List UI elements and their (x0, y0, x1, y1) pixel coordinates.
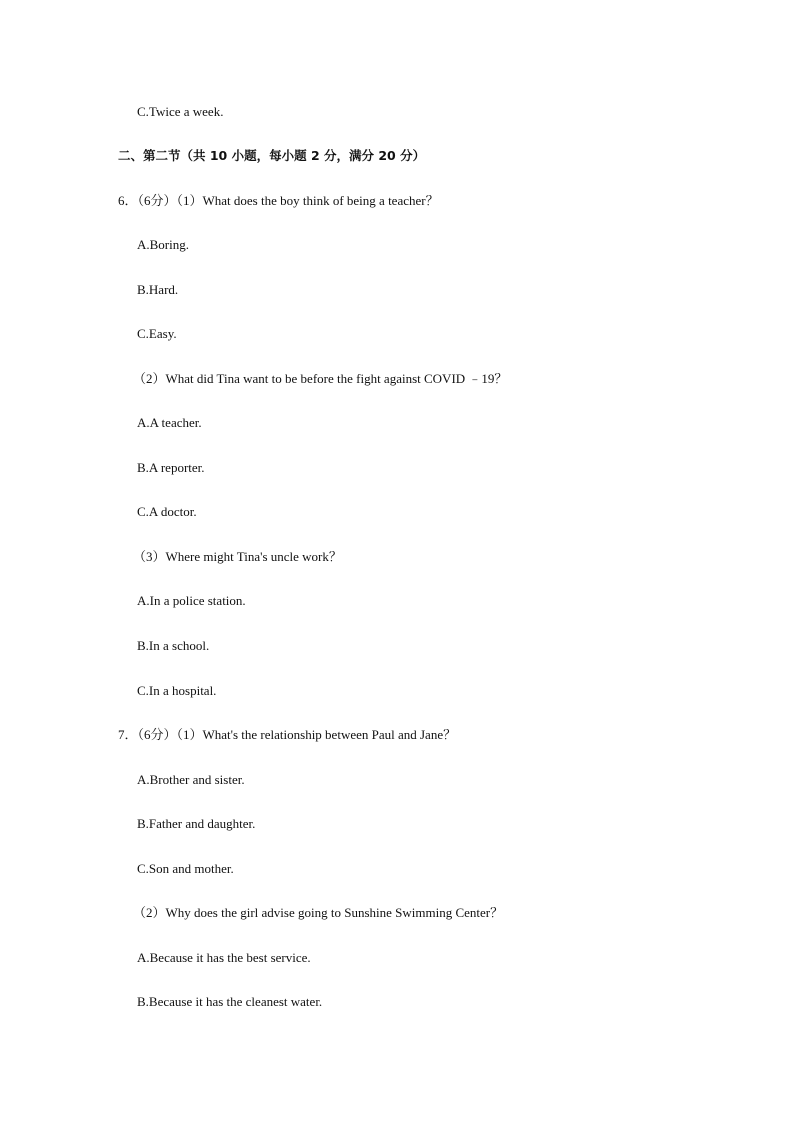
option-c: C.Son and mother. (137, 861, 234, 876)
option-c: C.Easy. (137, 326, 177, 341)
option-c: C.A doctor. (137, 504, 197, 519)
question-6-2: （2）What did Tina want to be before the fight against COVID ﹣19？ (133, 371, 508, 386)
option-c: C.Twice a week. (137, 104, 224, 119)
option-a: A.Boring. (137, 237, 189, 252)
option-a: A.Brother and sister. (137, 772, 245, 787)
option-a: A.Because it has the best service. (137, 950, 311, 965)
option-b: B.Hard. (137, 282, 179, 297)
question-7-1: 7．（6分）（1）What's the relationship between Paul and Jane？ (118, 727, 457, 742)
option-b: B.Because it has the cleanest water. (137, 994, 323, 1009)
option-c: C.In a hospital. (137, 683, 217, 698)
question-6-1: 6．（6分）（1）What does the boy think of being a teacher？ (118, 193, 439, 208)
option-b: B.Father and daughter. (137, 816, 256, 831)
section-heading: 二、第二节（共 10 小题，每小题 2 分，满分 20 分） (118, 148, 426, 163)
option-a: A.In a police station. (137, 593, 246, 608)
question-7-2: （2）Why does the girl advise going to Sunshine Swimming Center？ (133, 905, 504, 920)
option-b: B.A reporter. (137, 460, 205, 475)
option-b: B.In a school. (137, 638, 210, 653)
option-a: A.A teacher. (137, 415, 202, 430)
question-6-3: （3）Where might Tina's uncle work？ (133, 549, 342, 564)
